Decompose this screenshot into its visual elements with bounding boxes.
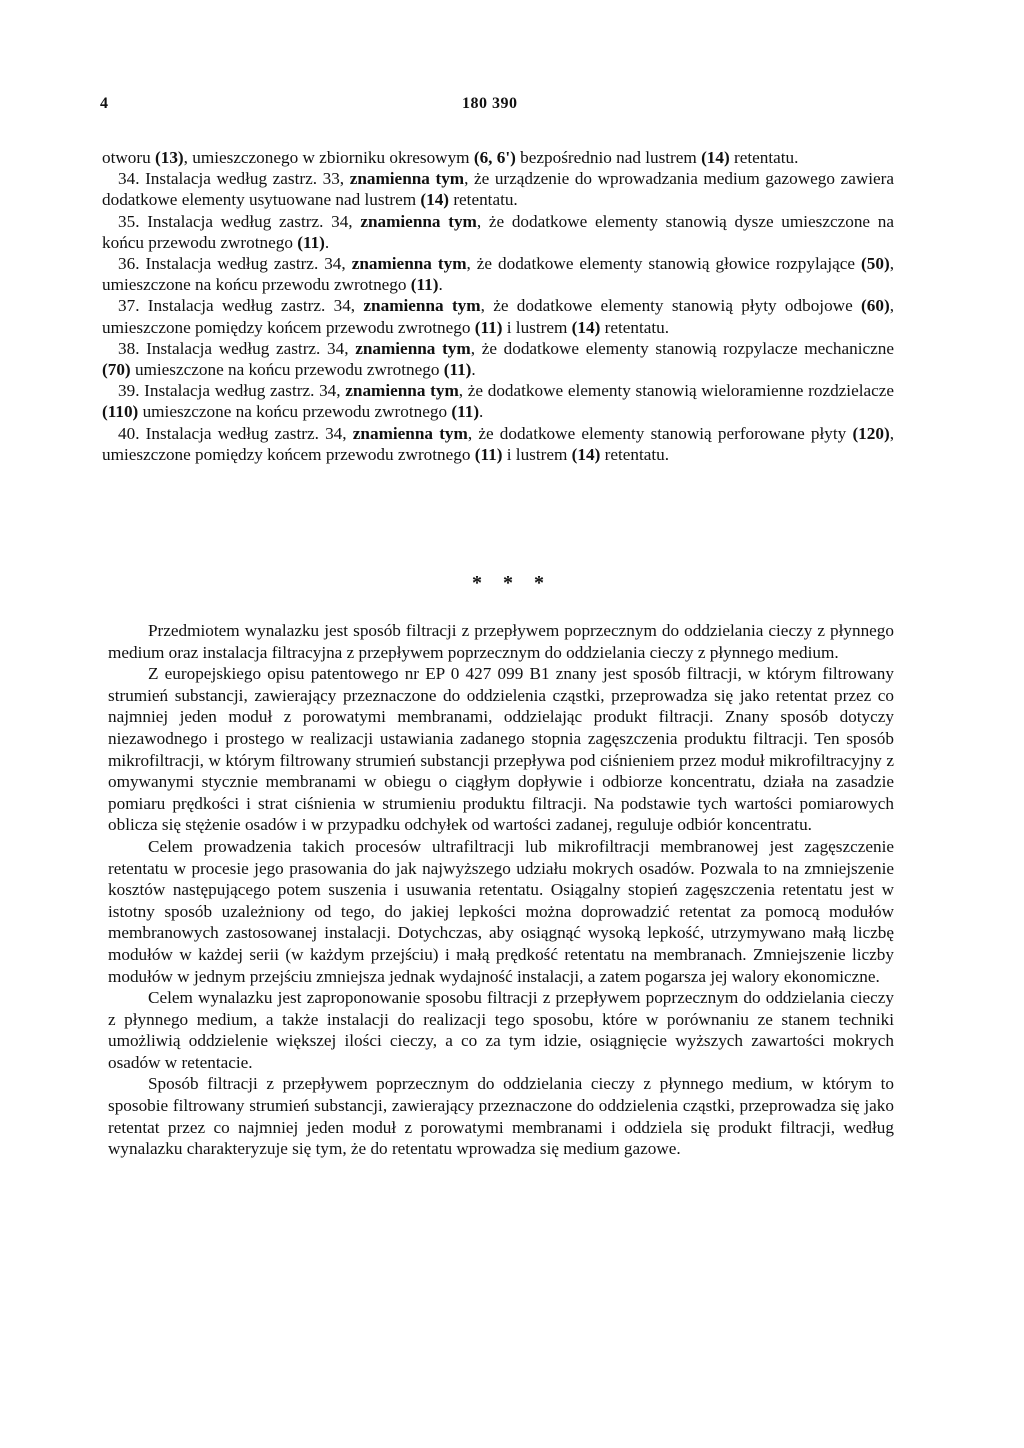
claims-section (102, 147, 894, 465)
claim-text: otworu (102, 148, 155, 167)
claim-text: , że dodatkowe elementy stanowią wieloramienne rozdzielacze (458, 381, 894, 401)
claim-text: 36. Instalacja według zastrz. 34, (118, 254, 352, 274)
claim-text: , umieszczonego w zbiorniku okresowym (183, 148, 474, 167)
claim-text: , że dodatkowe elementy stanowią rozpylacze mechaniczne (470, 338, 894, 358)
reference-numeral: (11) (410, 275, 439, 295)
reference-numeral: znamienna tym (355, 338, 471, 358)
claim-text: 37. Instalacja według zastrz. 34, (118, 296, 364, 316)
claim-text: . (471, 360, 476, 380)
claim-39 (102, 380, 894, 422)
reference-numeral: (120) (852, 423, 890, 443)
reference-numeral: (60) (861, 296, 890, 316)
page-number: 4 (100, 95, 108, 112)
claim-text: 34. Instalacja według zastrz. 33, (118, 169, 350, 189)
claim-text: retentatu. (729, 148, 799, 167)
reference-numeral: znamienna tym (363, 296, 481, 316)
claim-35 (102, 211, 894, 253)
claim-text: , że dodatkowe elementy stanowią głowice rozpylające (466, 254, 862, 274)
claim-text: . (479, 402, 484, 422)
claim-text: retentatu. (600, 317, 670, 337)
reference-numeral: (14) (571, 444, 601, 464)
claim-text: . (324, 232, 330, 252)
reference-numeral: (110) (102, 402, 139, 422)
claim-text: , umieszczone pomiędzy końcem przewodu zwrotnego (102, 423, 894, 464)
reference-numeral: (11) (443, 360, 472, 380)
reference-numeral: znamienna tym (345, 381, 459, 401)
patent-number: 180 390 (462, 95, 518, 112)
claim-text: , że dodatkowe elementy stanowią dysze umieszczone na końcu przewodu zwrotnego (102, 211, 894, 252)
reference-numeral: znamienna tym (349, 169, 465, 189)
claim-text: bezpośrednio nad lustrem (515, 148, 702, 167)
claim-text: i lustrem (502, 317, 572, 337)
claim-37 (102, 295, 894, 337)
claim-text: i lustrem (502, 444, 572, 464)
claim-38 (102, 338, 894, 380)
claim-text: , umieszczone na końcu przewodu zwrotnego (102, 254, 894, 295)
reference-numeral: (11) (451, 402, 480, 422)
reference-numeral: (11) (474, 317, 503, 337)
reference-numeral: (14) (420, 190, 450, 210)
claim-text: 35. Instalacja według zastrz. 34, (118, 211, 361, 231)
claim-text: , umieszczone pomiędzy końcem przewodu zwrotnego (102, 296, 894, 337)
description-paragraph: Celem prowadzenia takich procesów ultrafiltracji lub mikrofiltracji membranowej jest zagęszczenie retentatu w procesie jego prasowania do jak najwyższego udziału mokrych osadów. Pozwala to na zmniejszenie kosztów następującego potem suszenia i usuwania retentatu. Osiągalny stopień zagęszczenia retentatu jest w istotny sposób uzależniony od tego, do jakiej lepkości można doprowadzić retentat za pomocą modułów membranowych zastosowanej instalacji. Dotychczas, aby osiągnąć wysoką lepkość, utrzymywano małą liczbę modułów w każdej serii (w każdym przejściu) i małą prędkość retentatu na membranach. Zmniejszenie liczby modułów w jednym przejściu zmniejsza jednak wydajność instalacji, a zatem pogarsza jej walory ekonomiczne. (108, 836, 894, 986)
reference-numeral: (50) (861, 254, 890, 274)
claim-text: 40. Instalacja według zastrz. 34, (118, 423, 353, 443)
claim-text: retentatu. (449, 190, 518, 210)
description-paragraph: Sposób filtracji z przepływem poprzecznym do oddzielania cieczy z płynnego medium, w którym to sposobie filtrowany strumień substancji, zawierający przeznaczone do oddzielenia cząstki, przeprowadza się jako retentat przez co najmniej jeden moduł z porowatymi membranami i oddziela się produkt filtracji, według wynalazku charakteryzuje się tym, że do retentatu wprowadza się medium gazowe. (108, 1074, 894, 1159)
reference-numeral: znamienna tym (360, 211, 477, 231)
claim-40 (102, 423, 894, 465)
claim-text: , że urządzenie do wprowadzania medium gazowego zawiera dodatkowe elementy usytuowane nad lustrem (102, 169, 894, 210)
claim-36 (102, 253, 894, 295)
description-paragraph: Celem wynalazku jest zaproponowanie sposobu filtracji z przepływem poprzecznym do oddzielania cieczy z płynnego medium, a także instalacji do realizacji tego sposobu, które w porównaniu ze stanem techniki umożliwią oddzielenie większej ilości cieczy, a co za tym idzie, osiągnięcie wyższych zawartości mokrych osadów w retentacie. (108, 988, 894, 1072)
claim-text: , że dodatkowe elementy stanowią płyty odbojowe (480, 296, 862, 316)
reference-numeral: (70) (102, 360, 131, 380)
reference-numeral: znamienna tym (351, 254, 467, 274)
reference-numeral: (14) (571, 317, 601, 337)
claim-33-continuation (102, 147, 894, 168)
description-section (108, 620, 894, 1160)
claim-text: 39. Instalacja według zastrz. 34, (118, 381, 346, 401)
description-paragraph: Przedmiotem wynalazku jest sposób filtracji z przepływem poprzecznym do oddzielania cieczy z płynnego medium oraz instalacja filtracyjna z przepływem poprzecznym do oddzielania cieczy z płynnego medium. (108, 621, 894, 662)
reference-numeral: (11) (297, 232, 325, 252)
claim-text: retentatu. (600, 444, 670, 464)
claim-text: 38. Instalacja według zastrz. 34, (118, 338, 356, 358)
reference-numeral: (13) (155, 148, 184, 167)
claim-text: umieszczone na końcu przewodu zwrotnego (138, 402, 452, 422)
claim-text: umieszczone na końcu przewodu zwrotnego (130, 360, 444, 380)
reference-numeral: (11) (474, 444, 503, 464)
claim-text: . (438, 275, 443, 295)
reference-numeral: (6, 6') (473, 148, 516, 167)
claim-34 (102, 168, 894, 210)
claim-text: , że dodatkowe elementy stanowią perforowane płyty (467, 423, 853, 443)
reference-numeral: znamienna tym (352, 423, 468, 443)
section-separator: * * * (472, 572, 552, 594)
description-paragraph: Z europejskiego opisu patentowego nr EP 0 427 099 B1 znany jest sposób filtracji, w którym filtrowany strumień substancji, zawierający przeznaczone do oddzielenia cząstki, przeprowadza się jako retentat przez co najmniej jeden moduł z porowatymi membranami, oddzielając produkt filtracji. Znany sposób dotyczy niezawodnego i prostego w realizacji ustawiania zadanego stopnia zagęszczenia produktu filtracji. Ten sposób mikrofiltracji, w którym filtrowany strumień substancji przepływa pod ciśnieniem przez moduł mikrofiltracyjny z omywanymi stycznie membranami w obiegu o ciągłym dopływie i odbiorze koncentratu, działa na zasadzie pomiaru prędkości i strat ciśnienia w strumieniu produktu filtracji. Na podstawie tych wartości pomiarowych oblicza się stężenie osadów i w przypadku odchyłek od wartości zadanej, reguluje odbiór koncentratu. (108, 664, 894, 835)
reference-numeral: (14) (701, 148, 730, 167)
